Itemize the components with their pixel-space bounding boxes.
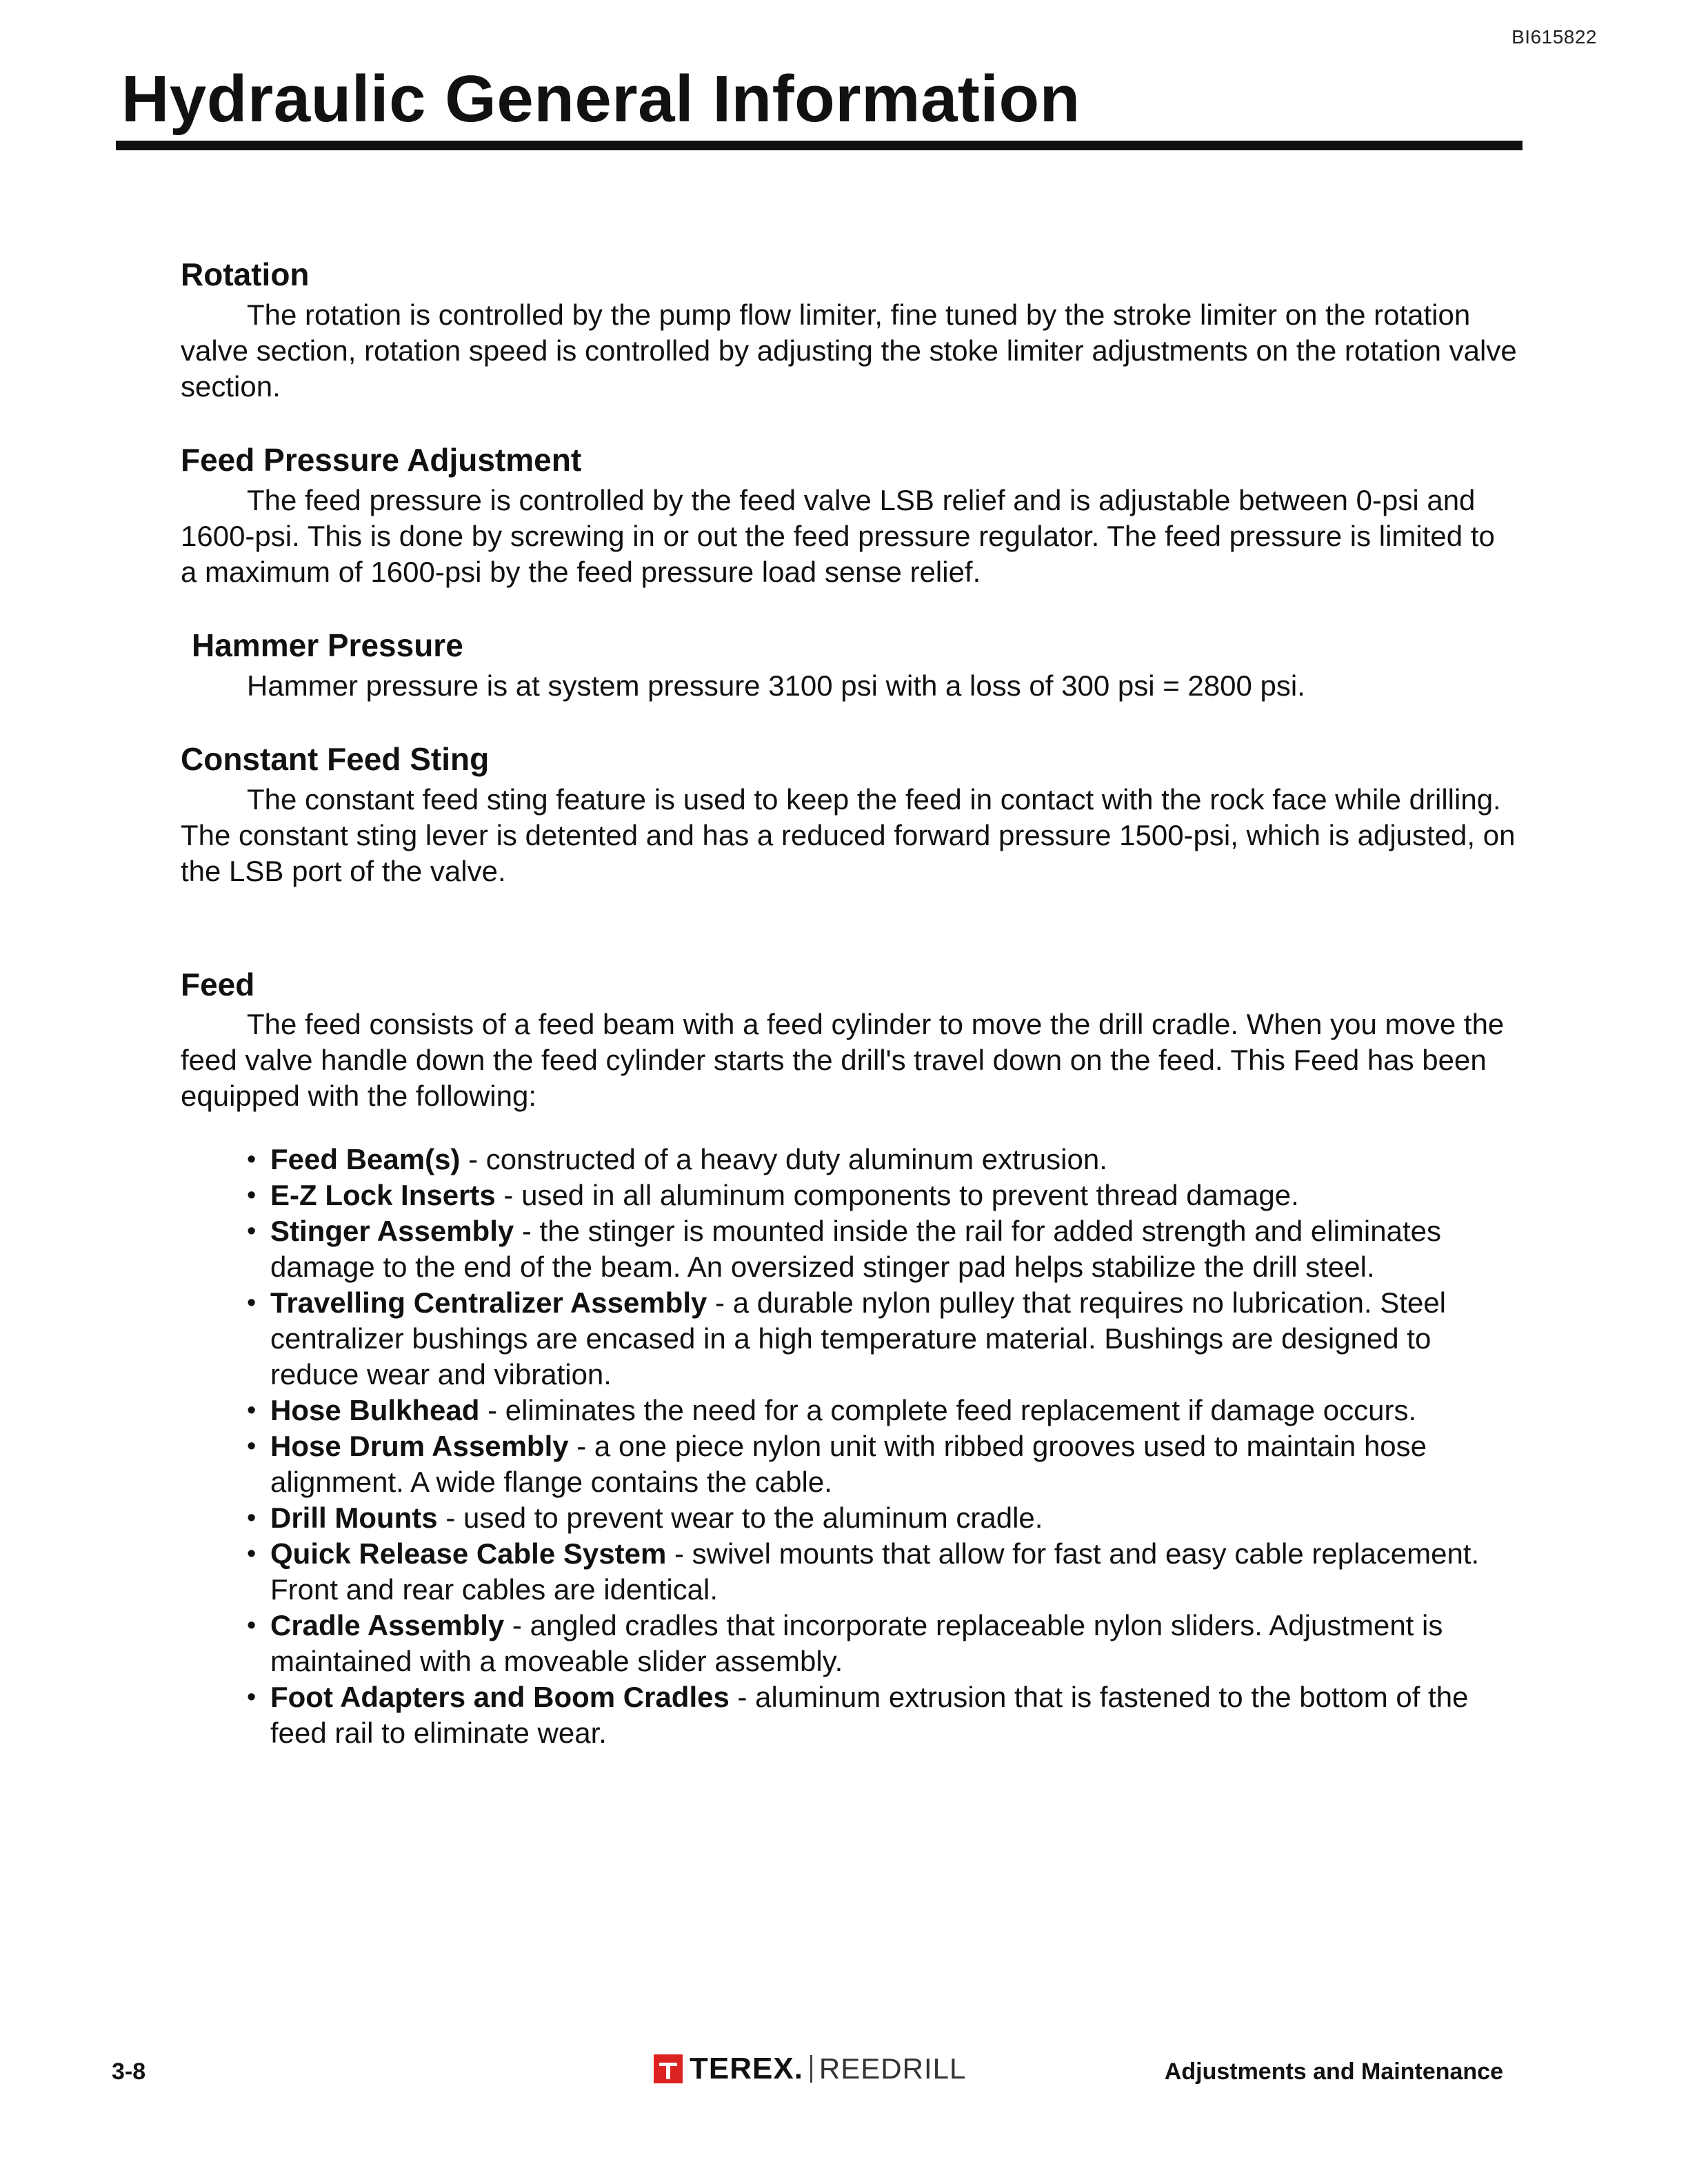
feature-desc: - a one piece nylon unit with ribbed grooves used to maintain hose alignment. A wide flange contains the cable. (270, 1430, 1427, 1499)
feature-desc: - swivel mounts that allow for fast and easy cable replacement. Front and rear cables are identical. (270, 1537, 1480, 1606)
list-item (247, 1608, 1518, 1679)
list-item (247, 1285, 1518, 1393)
section-heading: Constant Feed Sting (181, 740, 490, 777)
page-number: 3-8 (112, 2059, 146, 2085)
feature-desc: - used to prevent wear to the aluminum cradle. (437, 1502, 1043, 1535)
feature-term: Drill Mounts (270, 1502, 438, 1535)
content (181, 256, 1518, 1788)
feature-term: Hose Drum Assembly (270, 1430, 569, 1463)
feature-term: Travelling Centralizer Assembly (270, 1286, 707, 1320)
list-item (247, 1177, 1518, 1213)
feature-list (181, 1142, 1518, 1751)
feature-term: Foot Adapters and Boom Cradles (270, 1681, 730, 1714)
section-body: The feed consists of a feed beam with a feed cylinder to move the drill cradle. When you move the feed valve handle down the feed cylinder starts the drill's travel down on the feed. This Feed has been equipped with the following: (181, 1008, 1505, 1113)
feature-term: E-Z Lock Inserts (270, 1179, 496, 1212)
logo-divider (810, 2055, 812, 2083)
feature-term: Stinger Assembly (270, 1215, 514, 1248)
document-code: BI615822 (1511, 26, 1597, 48)
feature-desc: - eliminates the need for a complete feed replacement if damage occurs. (479, 1394, 1417, 1427)
list-item (247, 1536, 1518, 1608)
feature-term: Hose Bulkhead (270, 1394, 480, 1427)
feature-term: Feed Beam(s) (270, 1143, 461, 1176)
feature-term: Cradle Assembly (270, 1609, 505, 1642)
logo-brand: TEREX. (690, 2052, 803, 2085)
footer-section-name: Adjustments and Maintenance (1164, 2059, 1503, 2085)
list-item (247, 1213, 1518, 1285)
terex-logo-icon (654, 2054, 683, 2083)
title-rule (116, 141, 1523, 150)
section-body: Hammer pressure is at system pressure 3100 psi with a loss of 300 psi = 2800 psi. (247, 669, 1305, 702)
list-item (247, 1393, 1518, 1428)
feature-desc: - constructed of a heavy duty aluminum extrusion. (460, 1143, 1107, 1176)
feature-term: Quick Release Cable System (270, 1537, 667, 1570)
list-item (247, 1500, 1518, 1536)
section-body: The constant feed sting feature is used to keep the feed in contact with the rock face while drilling. The constant sting lever is detented and has a reduced forward pressure 1500-psi, which is adjusted, on the LSB port of the valve. (181, 782, 1516, 887)
section-heading: Feed Pressure Adjustment (181, 441, 582, 478)
list-item (247, 1679, 1518, 1751)
feature-desc: - a durable nylon pulley that requires no lubrication. Steel centralizer bushings are encased in a high temperature material. Bushings are designed to reduce wear and vibration. (270, 1286, 1447, 1391)
section-heading: Hammer Pressure (192, 627, 463, 663)
section-heading: Rotation (181, 256, 310, 292)
page-title: Hydraulic General Information (121, 62, 1081, 136)
section-feed-pressure-adjustment (181, 442, 1518, 590)
feature-desc: - the stinger is mounted inside the rail for added strength and eliminates damage to the end of the beam. An oversized stinger pad helps stabilize the drill steel. (270, 1215, 1441, 1284)
terex-reedrill-logo (654, 2052, 966, 2086)
section-constant-feed-sting (181, 741, 1518, 889)
list-item (247, 1428, 1518, 1500)
logo-product: REEDRILL (818, 2052, 967, 2085)
section-feed (181, 967, 1518, 1752)
section-body: The rotation is controlled by the pump flow limiter, fine tuned by the stroke limiter on the rotation valve section, rotation speed is controlled by adjusting the stoke limiter adjustments on the rotation valve section. (181, 298, 1517, 403)
section-heading: Feed (181, 966, 255, 1002)
section-body: The feed pressure is controlled by the feed valve LSB relief and is adjustable between 0-psi and 1600-psi. This is done by screwing in or out the feed pressure regulator. The feed pressure is limited to a maximum of 1600-psi by the feed pressure load sense relief. (181, 483, 1495, 588)
section-hammer-pressure (181, 627, 1518, 704)
list-item (247, 1142, 1518, 1177)
feature-desc: - aluminum extrusion that is fastened to the bottom of the feed rail to eliminate wear. (270, 1681, 1469, 1750)
section-rotation (181, 256, 1518, 405)
feature-desc: - angled cradles that incorporate replaceable nylon sliders. Adjustment is maintained with a moveable slider assembly. (270, 1609, 1443, 1678)
feature-desc: - used in all aluminum components to prevent thread damage. (495, 1179, 1299, 1212)
